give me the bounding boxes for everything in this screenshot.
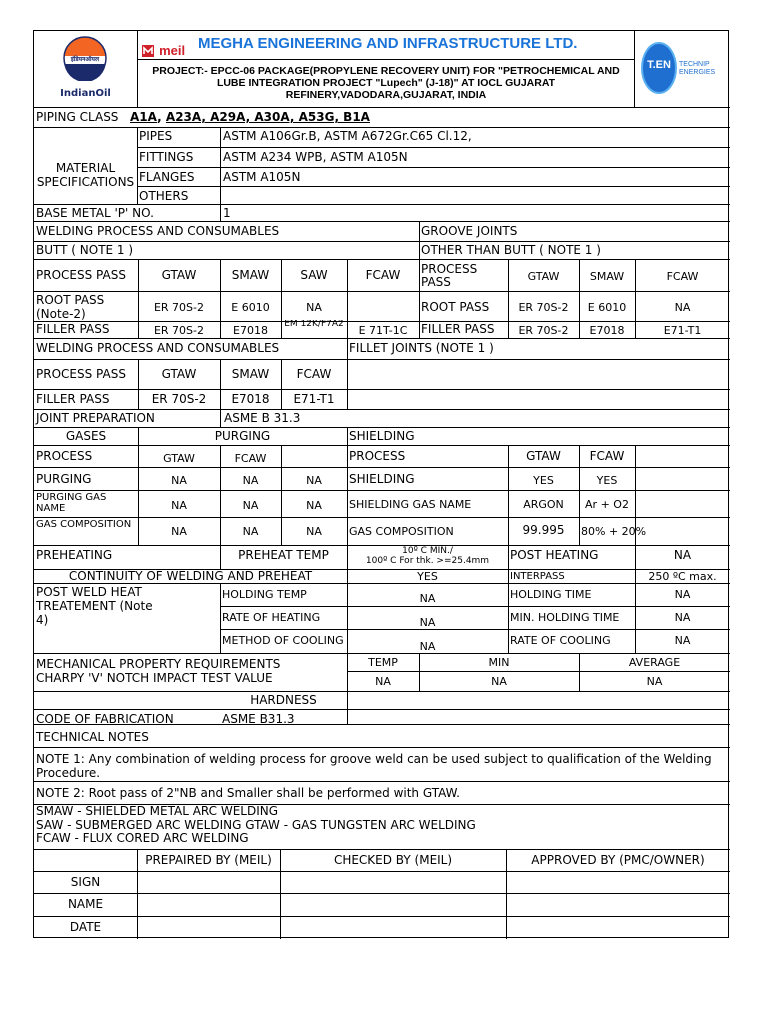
fillet-row-label: FILLER PASS xyxy=(36,392,110,406)
note-1: NOTE 1: Any combination of welding process for groove weld can be used subject to qualification of the Welding Procedure. xyxy=(36,752,712,780)
date-row-label: DATE xyxy=(69,920,102,934)
gas-right-gas-name-fcaw: Ar + O2 xyxy=(585,498,629,511)
material-fittings-value: ASTM A234 WPB, ASTM A105N xyxy=(223,150,408,164)
post-heating-label: POST HEATING xyxy=(510,548,599,562)
groove-right-root-smaw: E 6010 xyxy=(587,301,627,314)
fillet-section-right: FILLET JOINTS (NOTE 1 ) xyxy=(349,341,494,355)
fillet-row-smaw: E7018 xyxy=(231,392,270,406)
groove-left-head-1: GTAW xyxy=(161,268,197,282)
fillet-head-2: SMAW xyxy=(231,367,270,381)
gas-right-shielding-gtaw: YES xyxy=(533,474,554,487)
name-row-label: NAME xyxy=(67,897,104,911)
groove-left-head-0: PROCESS PASS xyxy=(36,268,126,282)
groove-right-head-2: SMAW xyxy=(589,270,625,283)
piping-class-sep: , xyxy=(157,110,162,124)
groove-right-head-3: FCAW xyxy=(666,270,699,283)
gas-left-composition-gtaw: NA xyxy=(171,525,187,538)
fillet-head-3: FCAW xyxy=(296,367,332,381)
groove-left-head-2: SMAW xyxy=(231,268,270,282)
groove-left-root-label: ROOT PASS (Note-2) xyxy=(36,293,105,321)
butt-label: BUTT ( NOTE 1 ) xyxy=(36,243,134,257)
preheat-temp-value-1: 10º C MIN./ xyxy=(402,546,453,556)
preheat-temp-value-2: 100º C For thk. >=25.4mm xyxy=(365,556,490,566)
groove-left-filler-saw: EM 12K/F7A2 xyxy=(284,320,344,329)
material-others-label: OTHERS xyxy=(139,189,189,203)
gas-right-process-gtaw: GTAW xyxy=(526,449,561,463)
interpass-label: INTERPASS xyxy=(510,571,565,582)
gas-left-purging-fcaw: NA xyxy=(242,474,259,487)
approved-by-head: APPROVED BY (PMC/OWNER) xyxy=(531,853,705,867)
fillet-section-label: WELDING PROCESS AND CONSUMABLES xyxy=(36,341,280,355)
ten-mark: T.EN xyxy=(647,59,671,71)
gas-left-purging-gas-extra: NA xyxy=(306,499,322,512)
indianoil-hindi: इंडियनऑयल xyxy=(70,56,100,63)
pwht-holding-time-label: HOLDING TIME xyxy=(510,588,592,601)
note-2: NOTE 2: Root pass of 2"NB and Smaller shall be performed with GTAW. xyxy=(36,786,460,800)
gas-left-composition-fcaw: NA xyxy=(242,525,259,538)
abbr-fcaw: FCAW - FLUX CORED ARC WELDING xyxy=(36,831,249,845)
abbr-smaw: SMAW - SHIELDED METAL ARC WELDING xyxy=(36,804,279,818)
pwht-rate-heating-label: RATE OF HEATING xyxy=(222,611,321,624)
pwht-holding-time-value: NA xyxy=(674,588,691,601)
groove-left-filler-fcaw: E 71T-1C xyxy=(358,324,408,337)
material-fittings-label: FITTINGS xyxy=(139,150,194,164)
groove-section-label: WELDING PROCESS AND CONSUMABLES xyxy=(36,224,280,238)
gas-right-shielding-label: SHIELDING xyxy=(349,472,415,486)
charpy-head-average: AVERAGE xyxy=(628,656,681,669)
gas-left-composition-label: GAS COMPOSITION xyxy=(36,519,132,530)
continuity-value: YES xyxy=(417,570,438,583)
joint-prep-label: JOINT PREPARATION xyxy=(36,411,155,425)
gas-left-process-label: PROCESS xyxy=(36,449,93,463)
base-metal-label: BASE METAL 'P' NO. xyxy=(36,206,154,220)
groove-left-filler-gtaw: ER 70S-2 xyxy=(153,324,205,337)
joint-prep-value: ASME B 31.3 xyxy=(224,411,301,425)
gas-right-gas-name-label: SHIELDING GAS NAME xyxy=(349,498,472,511)
gas-left-purging-extra: NA xyxy=(306,474,322,487)
groove-right-root-label: ROOT PASS xyxy=(421,300,490,314)
gas-right-shielding-fcaw: YES xyxy=(596,474,618,487)
gas-right-composition-label: GAS COMPOSITION xyxy=(349,525,454,538)
gas-left-process-fcaw: FCAW xyxy=(234,452,267,465)
groove-right-root-fcaw: NA xyxy=(674,301,691,314)
technical-notes-title: TECHNICAL NOTES xyxy=(36,730,149,744)
charpy-head-temp: TEMP xyxy=(368,656,398,669)
base-metal-value: 1 xyxy=(223,206,231,220)
material-flanges-label: FLANGES xyxy=(139,170,195,184)
piping-class-value xyxy=(130,111,370,124)
groove-left-head-4: FCAW xyxy=(365,268,401,282)
pwht-min-holding-label: MIN. HOLDING TIME xyxy=(510,611,620,624)
meil-wordmark: meil xyxy=(159,43,186,58)
prepared-by-head: PREPAIRED BY (MEIL) xyxy=(145,853,272,867)
code-value: ASME B31.3 xyxy=(222,712,295,726)
gas-left-purging-gas-label: PURGING GAS NAME xyxy=(36,492,107,514)
gas-right-composition-fcaw: 80% + 20% xyxy=(581,525,647,538)
groove-right-filler-fcaw: E71-T1 xyxy=(663,324,702,337)
groove-right-filler-label: FILLER PASS xyxy=(421,322,495,336)
preheat-temp-label: PREHEAT TEMP xyxy=(238,548,329,562)
pwht-rate-heating-value: NA xyxy=(419,616,436,629)
gas-left-purging-gas-gtaw: NA xyxy=(171,499,187,512)
pwht-min-holding-value: NA xyxy=(674,611,691,624)
mechanical-label-1: MECHANICAL PROPERTY REQUIREMENTS xyxy=(36,657,281,671)
indianoil-logo xyxy=(61,35,109,81)
pwht-rate-cooling-label: RATE OF COOLING xyxy=(510,634,611,647)
pwht-holding-temp-value: NA xyxy=(419,592,436,605)
piping-class-a1a: A1A xyxy=(130,110,158,124)
technip-energies-logo xyxy=(641,39,729,99)
gas-left-process-gtaw: GTAW xyxy=(163,452,195,465)
fillet-head-0: PROCESS PASS xyxy=(36,367,126,381)
indianoil-label: IndianOil xyxy=(60,88,111,99)
gas-right-gas-name-gtaw: ARGON xyxy=(523,498,564,511)
groove-left-root-saw: NA xyxy=(306,301,322,314)
pwht-rate-cooling-value: NA xyxy=(674,634,691,647)
pwht-cooling-method-value: NA xyxy=(419,640,436,653)
fillet-row-fcaw: E71-T1 xyxy=(293,392,335,406)
groove-section-right: GROOVE JOINTS xyxy=(421,224,518,238)
charpy-head-min: MIN xyxy=(488,656,510,669)
groove-right-head-0: PROCESS PASS xyxy=(421,262,478,289)
gas-right-process-fcaw: FCAW xyxy=(589,449,625,463)
company-name: MEGHA ENGINEERING AND INFRASTRUCTURE LTD. xyxy=(198,35,578,52)
other-than-butt-label: OTHER THAN BUTT ( NOTE 1 ) xyxy=(421,243,601,257)
meil-logo xyxy=(142,40,186,58)
material-flanges-value: ASTM A105N xyxy=(223,170,301,184)
code-label: CODE OF FABRICATION xyxy=(36,712,174,726)
fillet-row-gtaw: ER 70S-2 xyxy=(151,392,207,406)
gases-label: GASES xyxy=(65,429,107,443)
gas-left-composition-extra: NA xyxy=(306,525,322,538)
purging-label: PURGING xyxy=(214,429,271,443)
mechanical-label-2: CHARPY 'V' NOTCH IMPACT TEST VALUE xyxy=(36,671,273,685)
wps-sheet xyxy=(33,30,729,938)
gas-right-process-label: PROCESS xyxy=(349,449,406,463)
meil-mark-icon xyxy=(142,45,154,57)
sign-row-label: SIGN xyxy=(70,875,101,889)
groove-left-filler-smaw: E7018 xyxy=(233,324,268,337)
groove-left-root-gtaw: ER 70S-2 xyxy=(153,301,205,314)
material-pipes-value: ASTM A106Gr.B, ASTM A672Gr.C65 Cl.12, xyxy=(223,129,472,143)
pwht-cooling-method-label: METHOD OF COOLING xyxy=(222,634,344,647)
gas-left-purging-gas-fcaw: NA xyxy=(242,499,259,512)
checked-by-head: CHECKED BY (MEIL) xyxy=(333,853,453,867)
interpass-value: 250 ºC max. xyxy=(648,570,717,583)
material-spec-label: MATERIAL SPECIFICATIONS xyxy=(36,161,135,189)
groove-right-root-gtaw: ER 70S-2 xyxy=(518,301,569,314)
groove-left-head-3: SAW xyxy=(300,268,328,282)
abbr-saw-gtaw: SAW - SUBMERGED ARC WELDING GTAW - GAS TUNGSTEN ARC WELDING xyxy=(36,818,476,832)
groove-left-root-smaw: E 6010 xyxy=(231,301,270,314)
continuity-label: CONTINUITY OF WELDING AND PREHEAT xyxy=(68,569,313,583)
technip-energies-text: TECHNIP ENERGIES xyxy=(679,61,716,76)
piping-class-label: PIPING CLASS xyxy=(36,110,119,124)
charpy-value-average: NA xyxy=(646,675,663,688)
material-pipes-label: PIPES xyxy=(139,129,173,143)
gas-right-composition-gtaw: 99.995 xyxy=(522,523,565,537)
project-title: PROJECT:- EPCC-06 PACKAGE(PROPYLENE RECOVERY UNIT) FOR "PETROCHEMICAL AND LUBE INTEGRATION PROJECT "Lupech" (J-18)" AT IOCL GUJARAT REFINERY,VADODARA,GUJARAT, INDIA xyxy=(152,65,620,101)
groove-right-filler-gtaw: ER 70S-2 xyxy=(518,324,569,337)
groove-left-filler-label: FILLER PASS xyxy=(36,322,110,336)
fillet-head-1: GTAW xyxy=(161,367,197,381)
post-heating-value: NA xyxy=(673,548,692,562)
groove-right-head-1: GTAW xyxy=(527,270,560,283)
charpy-value-temp: NA xyxy=(375,675,391,688)
pwht-holding-temp-label: HOLDING TEMP xyxy=(222,588,307,601)
gas-left-purging-label: PURGING xyxy=(36,472,92,486)
piping-class-rest: A23A, A29A, A30A, A53G, B1A xyxy=(165,110,370,124)
charpy-value-min: NA xyxy=(491,675,507,688)
gas-left-purging-gtaw: NA xyxy=(171,474,187,487)
hardness-label: HARDNESS xyxy=(250,693,317,707)
pwht-label: POST WELD HEAT TREATEMENT (Note 4) xyxy=(36,585,153,627)
preheating-label: PREHEATING xyxy=(36,548,113,562)
groove-right-filler-smaw: E7018 xyxy=(589,324,625,337)
shielding-label: SHIELDING xyxy=(349,429,415,443)
